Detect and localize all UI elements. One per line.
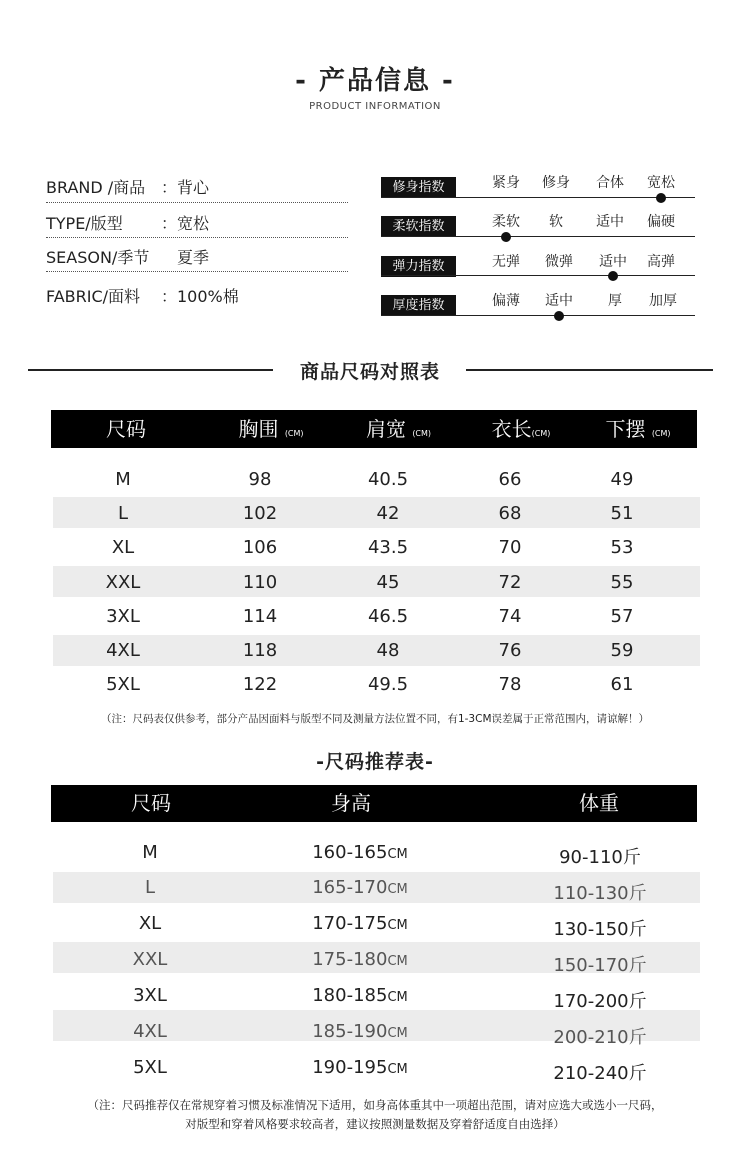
index-option: 偏薄 [492, 293, 520, 309]
info-label: FABRIC/面料 [46, 287, 141, 306]
index-option: 微弹 [545, 254, 573, 270]
cell-chest: 102 [242, 503, 278, 524]
cell-hem: 59 [610, 640, 634, 661]
index-option: 高弹 [647, 254, 675, 270]
cell-size: XXL [132, 949, 168, 970]
cell-shoulder: 42 [376, 503, 400, 524]
cell-size: XL [138, 913, 162, 934]
size-chart-col-header: 肩宽 (CM) [365, 417, 432, 441]
info-row-fabric [46, 284, 348, 312]
cell-hem: 61 [610, 674, 634, 695]
size-chart-header [51, 410, 697, 448]
info-colon: ： [161, 178, 178, 197]
cell-shoulder: 49.5 [367, 674, 409, 695]
cell-chest: 118 [242, 640, 278, 661]
cell-size: M [142, 842, 158, 863]
cell-height: 170-175CM [312, 913, 408, 934]
index-scale-line [381, 315, 695, 316]
index-marker [501, 232, 511, 242]
cell-length: 74 [498, 606, 522, 627]
cell-length: 72 [498, 572, 522, 593]
divider [46, 271, 348, 272]
cell-length: 78 [498, 674, 522, 695]
info-row-season [46, 245, 348, 273]
info-label: BRAND /商品 [46, 178, 146, 197]
cell-chest: 122 [242, 674, 278, 695]
index-marker [608, 271, 618, 281]
cell-height: 190-195CM [312, 1057, 408, 1078]
info-value: 夏季 [177, 248, 210, 267]
index-scale-line [381, 236, 695, 237]
index-option: 软 [549, 214, 563, 230]
cell-size: 4XL [133, 1021, 167, 1042]
cell-weight: 110-130斤 [553, 883, 647, 904]
cell-length: 70 [498, 537, 522, 558]
cell-chest: 98 [248, 469, 272, 490]
index-option: 适中 [596, 214, 624, 230]
cell-shoulder: 48 [376, 640, 400, 661]
section-rule-right [466, 369, 713, 371]
cell-shoulder: 40.5 [367, 469, 409, 490]
size-chart-col-header: 胸围 (CM) [238, 417, 304, 441]
cell-length: 76 [498, 640, 522, 661]
cell-chest: 106 [242, 537, 278, 558]
size-chart-col-header: 尺码 [106, 417, 146, 441]
info-value: 宽松 [177, 214, 210, 233]
index-option: 紧身 [492, 175, 520, 191]
cell-size: L [117, 503, 129, 524]
cell-weight: 210-240斤 [553, 1063, 647, 1084]
page-subtitle: PRODUCT INFORMATION [309, 101, 441, 112]
cell-shoulder: 46.5 [367, 606, 409, 627]
cell-length: 66 [498, 469, 522, 490]
cell-weight: 200-210斤 [553, 1027, 647, 1048]
index-label: 修身指数 [381, 177, 456, 198]
info-colon: ： [161, 214, 178, 233]
index-option: 无弹 [492, 254, 520, 270]
size-chart-title: 商品尺码对照表 [280, 357, 460, 384]
divider [46, 237, 348, 238]
cell-hem: 49 [610, 469, 634, 490]
cell-weight: 150-170斤 [553, 955, 647, 976]
section-rule-left [28, 369, 273, 371]
cell-height: 160-165CM [312, 842, 408, 863]
cell-shoulder: 43.5 [367, 537, 409, 558]
cell-size: 5XL [133, 1057, 167, 1078]
recommend-col-header: 尺码 [131, 791, 171, 815]
cell-height: 185-190CM [312, 1021, 408, 1042]
cell-hem: 57 [610, 606, 634, 627]
info-label: TYPE/版型 [46, 214, 123, 233]
info-row-brand [46, 175, 348, 203]
size-chart-col-header: 下摆 (CM) [605, 417, 671, 441]
info-value: 背心 [177, 178, 210, 197]
size-chart-note: （注：尺码表仅供参考，部分产品因面料与版型不同及测量方法位置不同，有1-3CM误差属于正常范围内，请谅解！） [100, 713, 650, 725]
cell-size: L [144, 877, 156, 898]
index-option: 适中 [599, 254, 627, 270]
recommend-col-header: 身高 [331, 791, 371, 815]
index-option: 偏硬 [647, 214, 675, 230]
recommend-header [51, 785, 697, 822]
cell-size: 5XL [106, 674, 140, 695]
cell-height: 180-185CM [312, 985, 408, 1006]
index-label: 柔软指数 [381, 216, 456, 237]
index-marker [656, 193, 666, 203]
cell-weight: 130-150斤 [553, 919, 647, 940]
cell-hem: 55 [610, 572, 634, 593]
info-row-type [46, 211, 348, 239]
index-option: 厚 [608, 293, 622, 309]
recommend-note-line2: 对版型和穿着风格要求较高者，建议按照测量数据及穿着舒适度自由选择） [185, 1117, 565, 1131]
recommend-note-line1: （注：尺码推荐仅在常规穿着习惯及标准情况下适用，如身高体重其中一项超出范围，请对应选大或选小一尺码， [87, 1098, 663, 1112]
cell-size: XXL [105, 572, 141, 593]
size-chart-col-header: 衣长(CM) [491, 417, 551, 441]
divider [46, 202, 348, 203]
recommend-col-header: 体重 [579, 791, 619, 815]
cell-weight: 170-200斤 [553, 991, 647, 1012]
cell-size: 4XL [106, 640, 140, 661]
cell-height: 175-180CM [312, 949, 408, 970]
index-label: 弹力指数 [381, 256, 456, 277]
info-colon: ： [161, 287, 178, 306]
cell-size: 3XL [106, 606, 140, 627]
index-option: 宽松 [647, 175, 675, 191]
cell-weight: 90-110斤 [559, 847, 641, 868]
cell-hem: 53 [610, 537, 634, 558]
cell-size: M [115, 469, 131, 490]
page-title: - 产品信息 - [295, 66, 455, 96]
cell-shoulder: 45 [376, 572, 400, 593]
cell-size: 3XL [133, 985, 167, 1006]
index-option: 合体 [596, 175, 624, 191]
index-marker [554, 311, 564, 321]
cell-length: 68 [498, 503, 522, 524]
cell-hem: 51 [610, 503, 634, 524]
cell-height: 165-170CM [312, 877, 408, 898]
recommend-title: -尺码推荐表- [0, 747, 750, 774]
index-scale-line [381, 197, 695, 198]
index-option: 柔软 [492, 214, 520, 230]
info-value: 100%棉 [177, 287, 239, 306]
info-label: SEASON/季节 [46, 248, 150, 267]
cell-chest: 114 [242, 606, 278, 627]
index-option: 适中 [545, 293, 573, 309]
index-label: 厚度指数 [381, 295, 456, 316]
index-option: 加厚 [649, 293, 677, 309]
index-option: 修身 [542, 175, 570, 191]
cell-chest: 110 [242, 572, 278, 593]
index-scale-line [381, 275, 695, 276]
cell-size: XL [111, 537, 135, 558]
